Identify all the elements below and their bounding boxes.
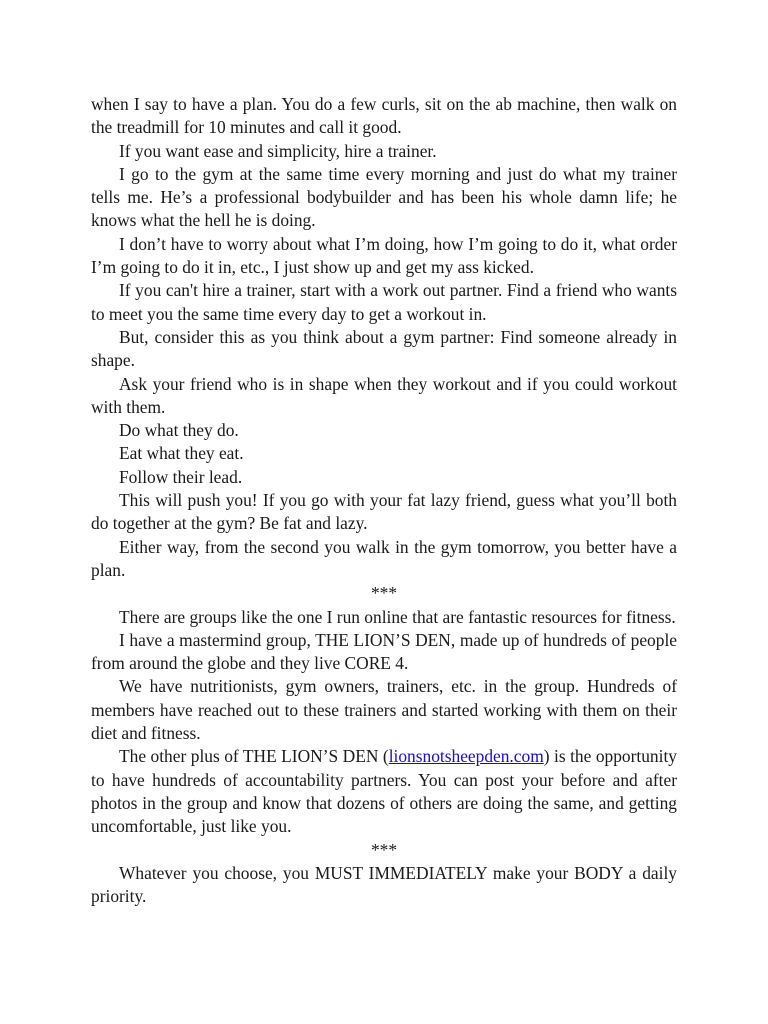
paragraph-text: ) is the opportunity to have hundreds of accountability partners. You can post your before and after photos in the group and know that dozens of others are doing the same, and getting uncomfortable, just like you. [91, 746, 677, 837]
paragraph: We have nutritionists, gym owners, trainers, etc. in the group. Hundreds of members have reached out to these trainers and started working with them on their diet and fitness. [91, 676, 677, 744]
paragraph: Either way, from the second you walk in the gym tomorrow, you better have a plan. [91, 536, 677, 580]
paragraph: Ask your friend who is in shape when they workout and if you could workout with them. [91, 373, 677, 417]
paragraph: I don’t have to worry about what I’m doing, how I’m going to do it, what order I’m going to do it in, etc., I just show up and get my ass kicked. [91, 233, 677, 278]
paragraph: If you want ease and simplicity, hire a trainer. [119, 140, 437, 161]
paragraph: This will push you! If you go with your fat lazy friend, guess what you’ll both do together at the gym? Be fat and lazy. [91, 490, 677, 534]
paragraph: Follow their lead. [119, 466, 243, 487]
lions-den-link[interactable]: lionsnotsheepden.com [388, 746, 544, 767]
paragraph: I have a mastermind group, THE LION’S DEN, made up of hundreds of people from around the globe and they live CORE 4. [91, 629, 677, 674]
paragraph: Eat what they eat. [119, 443, 244, 464]
paragraph: But, consider this as you think about a gym partner: Find someone already in shape. [91, 326, 677, 371]
paragraph: I go to the gym at the same time every morning and just do what my trainer tells me. He’s a professional bodybuilder and has been his whole damn life; he knows what the hell he is doing. [91, 163, 677, 231]
paragraph: when I say to have a plan. You do a few curls, sit on the ab machine, then walk on the treadmill for 10 minutes and call it good. [91, 94, 677, 138]
paragraph [91, 745, 677, 838]
paragraph-text: The other plus of THE LION’S DEN ( [119, 746, 389, 767]
paragraph: Whatever you choose, you MUST IMMEDIATELY make your BODY a daily priority. [91, 862, 677, 907]
section-separator: *** [370, 583, 398, 604]
paragraph: Do what they do. [119, 420, 239, 441]
paragraph: There are groups like the one I run online that are fantastic resources for fitness. [119, 606, 676, 627]
section-separator: *** [370, 839, 398, 860]
page-body [91, 93, 677, 908]
paragraph: If you can't hire a trainer, start with a work out partner. Find a friend who wants to meet you the same time every day to get a workout in. [91, 280, 677, 324]
